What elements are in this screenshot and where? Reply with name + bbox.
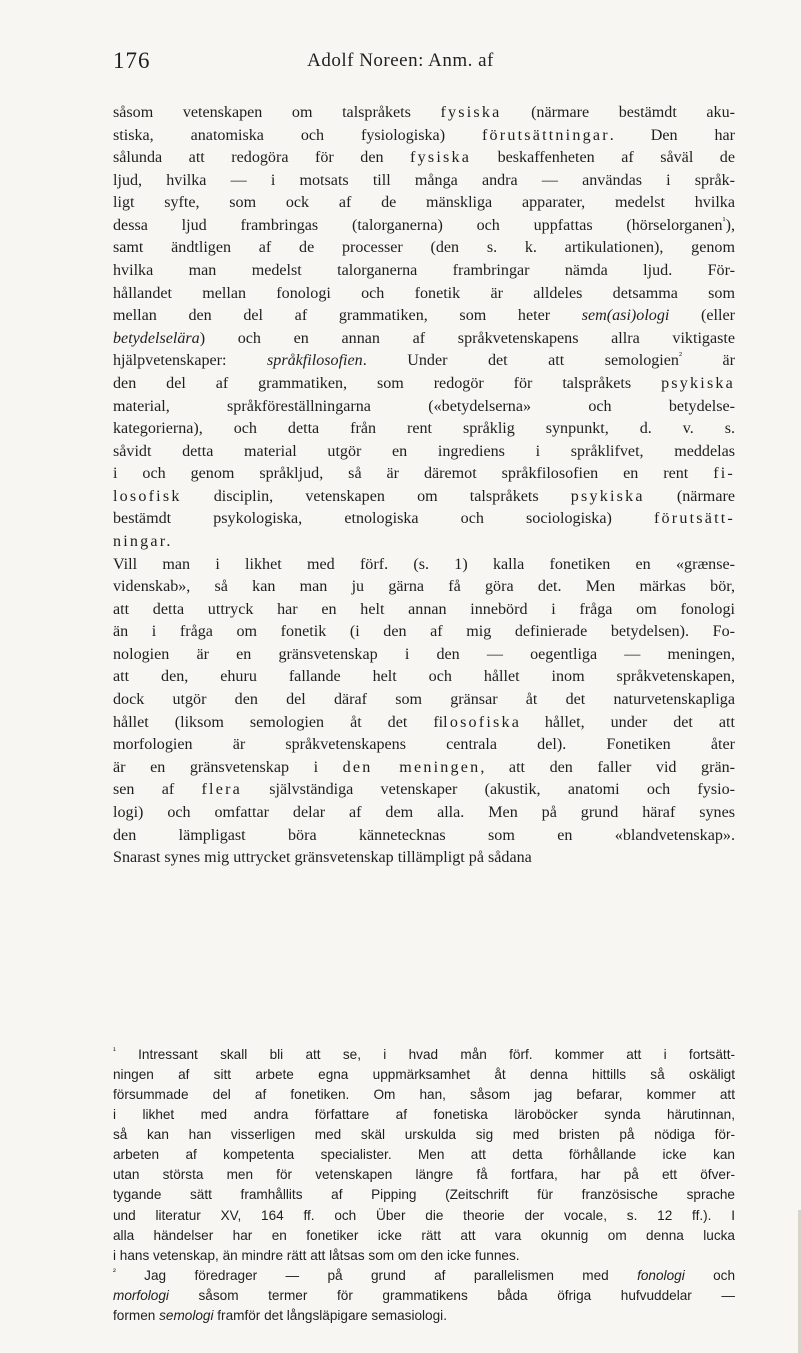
footnotes (113, 1045, 735, 1326)
body-line: logi) och omfattar delar af dem alla. Men på grund häraf synes (113, 803, 735, 821)
body-line: den lämpligast böra kännetecknas som en «blandvetenskap». (113, 826, 735, 844)
body-line: dessa ljud frambringas (talorganerna) och uppfattas (hörselorganen$^{^1}$), (113, 215, 735, 234)
body-line: Vill man i likhet med förf. (s. 1) kalla fonetiken en «grænse- (113, 555, 735, 573)
footnote-line: $^{^2}$ Jag föredrager — på grund af parallelismen med fonologi och (113, 1266, 736, 1283)
body-line: är en gränsvetenskap i den meningen, att den faller vid grän- (113, 758, 735, 776)
footnote-line: $^{^1}$ Intressant skall bli att se, i hvad mån förf. kommer att i fortsätt- (113, 1045, 735, 1062)
footnote-line: alla händelser har en fonetiker icke rätt att vara okunnig om denna lucka (113, 1227, 735, 1243)
body-line: Snarast synes mig uttrycket gränsvetenskap tillämpligt på sådana (113, 849, 532, 867)
body-line: hjälpvetenskaper: språkfilosofien. Under det att semologien$^{^2}$ är (113, 351, 736, 370)
body-line: den del af grammatiken, som redogör för talspråkets psykiska (113, 374, 735, 392)
footnote-line: ningen af sitt arbete egna uppmärksamhet åt denna hittills så oskäligt (113, 1067, 735, 1083)
footnote-line: morfologi såsom termer för grammatikens båda öfriga hufvuddelar — (113, 1287, 735, 1303)
body-line: morfologien är språkvetenskapens centrala del). Fonetiken åter (113, 736, 735, 754)
body-line: sålunda att redogöra för den fysiska beskaffenheten af såväl de (113, 149, 735, 167)
footnote-line: und literatur XV, 164 ff. och Über die theorie der vocale, s. 12 ff.). I (113, 1207, 735, 1223)
body-line: videnskab», så kan man ju gärna få göra det. Men märkas bör, (113, 578, 735, 596)
body-line: hållandet mellan fonologi och fonetik är alldeles detsamma som (113, 284, 735, 302)
footnote-line: försummade del af fonetiken. Om han, såsom jag befarar, kommer att (113, 1087, 735, 1103)
body-line: bestämdt psykologiska, etnologiska och sociologiska) förutsätt- (113, 510, 735, 528)
body-line: betydelselära) och en annan af språkvetenskapens allra viktigaste (113, 329, 735, 347)
page-number: 176 (113, 48, 151, 73)
body-line: såvidt detta material utgör en ingrediens i språklifvet, meddelas (113, 442, 735, 460)
body-line: ningar. (113, 532, 173, 550)
body-line: i och genom språkljud, så är däremot språkfilosofien en rent fi- (113, 465, 735, 483)
body-line: mellan den del af grammatiken, som heter sem(asi)ologi (eller (113, 307, 735, 325)
body-line: hållet (liksom semologien åt det filosofiska hållet, under det att (113, 713, 735, 731)
body-line: att den, ehuru fallande helt och hållet inom språkvetenskapen, (113, 668, 735, 686)
body-line: nologien är en gränsvetenskap i den — oegentliga — meningen, (113, 645, 735, 663)
body-line: sen af flera självständiga vetenskaper (akustik, anatomi och fysio- (113, 781, 735, 799)
footnote-line: formen semologi framför det långsläpigare semasiologi. (113, 1307, 447, 1323)
body-line: såsom vetenskapen om talspråkets fysiska (närmare bestämdt aku- (113, 104, 735, 121)
body-text (113, 102, 735, 870)
footnote-line: utan största men för vetenskapen längre få fortfara, har på ett öfver- (113, 1167, 735, 1183)
body-line: kategorierna), och detta från rent språklig synpunkt, d. v. s. (113, 420, 735, 438)
footnote-line: tygande sätt framhållits af Pipping (Zeitschrift für französische sprache (113, 1187, 735, 1203)
body-line: hvilka man medelst talorganerna frambringar nämda ljud. För- (113, 262, 735, 280)
body-line: att detta uttryck har en helt annan innebörd i fråga om fonologi (113, 600, 735, 618)
body-line: dock utgör den del däraf som gränsar åt det naturvetenskapliga (113, 691, 735, 709)
footnote-line: i likhet med andra författare af fonetiska läroböcker synda härutinnan, (113, 1107, 735, 1123)
running-head: Adolf Noreen: Anm. af (307, 50, 494, 71)
body-line: material, språkföreställningarna («betydelserna» och betydelse- (113, 397, 735, 415)
body-line: losofisk disciplin, vetenskapen om talspråkets psykiska (närmare (113, 487, 735, 505)
body-line: ljud, hvilka — i motsats till många andra — användas i språk- (113, 171, 735, 189)
footnote-line: så kan han visserligen med skäl urskulda sig med bristen på nödiga för- (113, 1127, 735, 1143)
page-header (0, 48, 801, 78)
footnote-line: i hans vetenskap, än mindre rätt att låtsas som om den icke funnes. (113, 1247, 520, 1263)
footnote-line: arbeten af kompetenta specialister. Men att detta förhållande icke kan (113, 1147, 735, 1163)
body-line: samt ändtligen af de processer (den s. k. artikulationen), genom (113, 239, 735, 257)
body-line: stiska, anatomiska och fysiologiska) förutsättningar. Den har (113, 126, 736, 144)
body-line: ligt syfte, som ock af de mänskliga apparater, medelst hvilka (113, 194, 735, 212)
body-line: än i fråga om fonetik (i den af mig definierade betydelsen). Fo- (113, 623, 735, 641)
